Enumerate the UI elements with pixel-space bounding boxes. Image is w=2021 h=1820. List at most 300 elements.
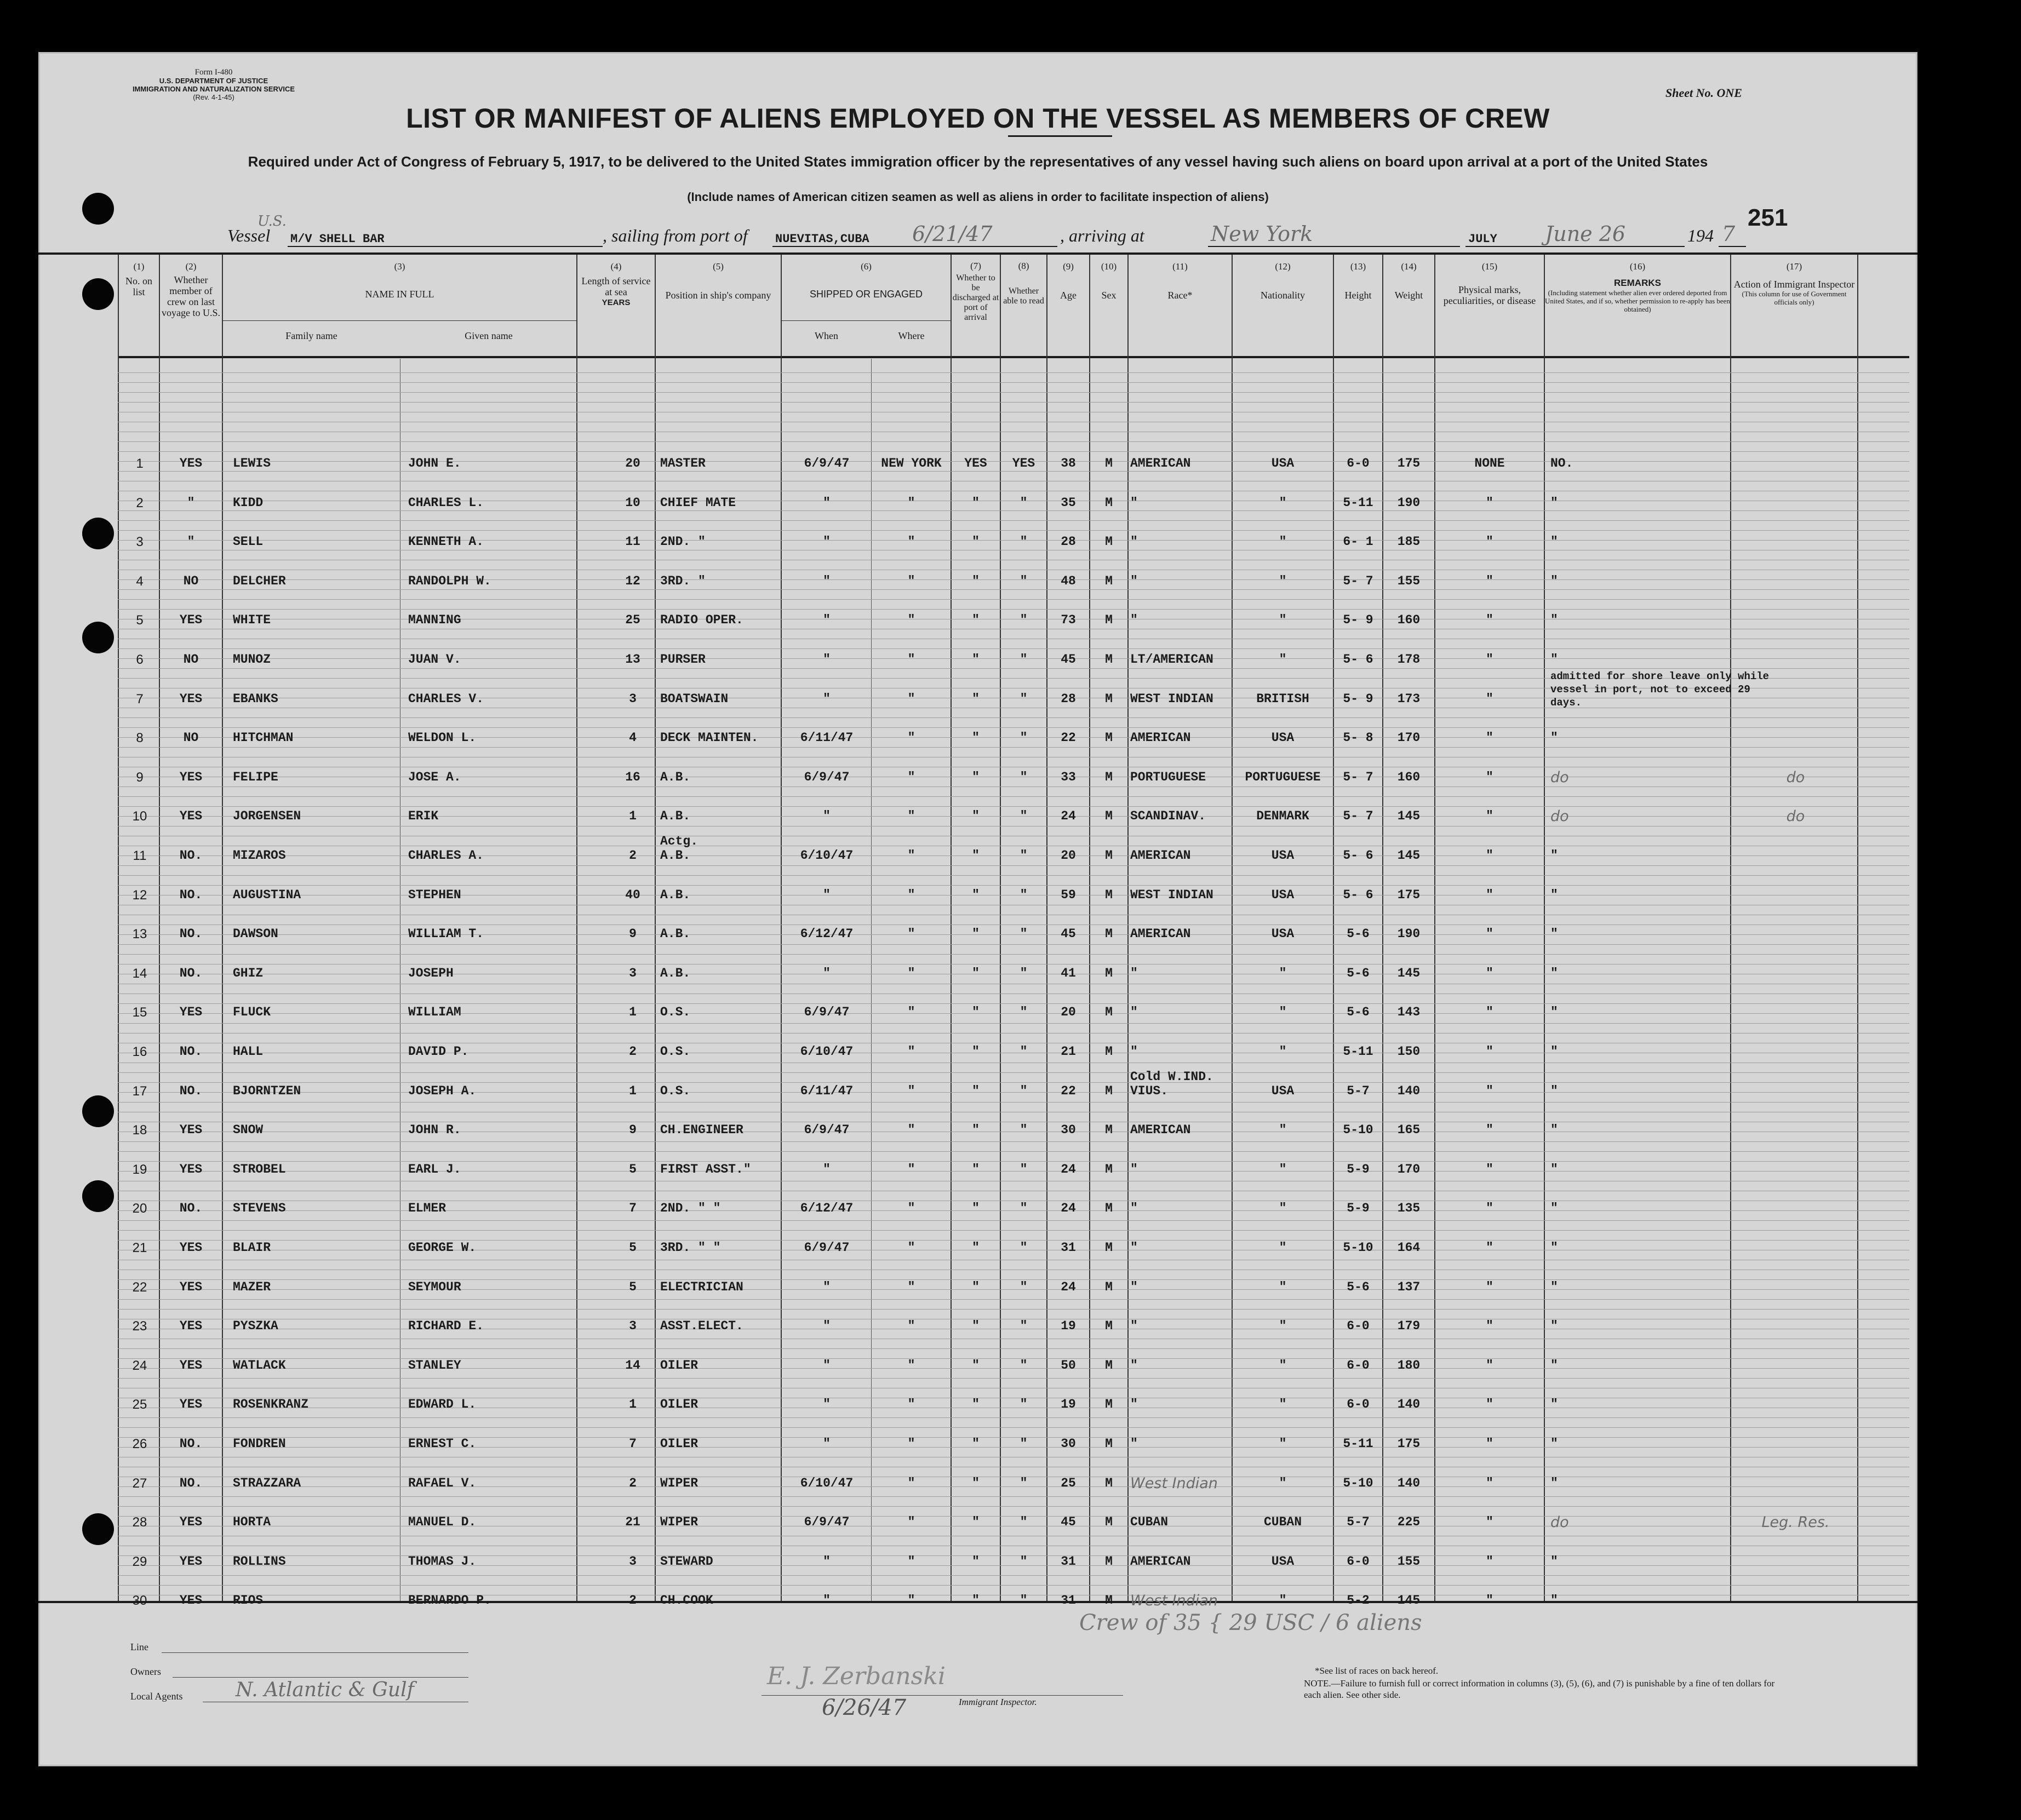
position-cell: 2ND. " [660,535,706,549]
age-cell: 25 [1061,1475,1076,1490]
ruled-line [118,382,1909,383]
weight-cell: 175 [1397,1437,1421,1451]
age-cell: 22 [1061,731,1076,745]
age-cell: 28 [1061,535,1076,549]
shipped-where-cell: " [907,1005,915,1020]
discharged-cell: " [972,887,980,902]
nationality-cell: " [1279,1005,1287,1020]
remarks-cell: NO. [1550,456,1573,470]
arrival-month: JULY [1468,232,1497,246]
physical-marks-cell: " [1486,613,1493,628]
family-name-cell: BJORNTZEN [233,1083,301,1098]
sex-cell: M [1105,1083,1113,1098]
department: U.S. DEPARTMENT OF JUSTICE [159,77,268,85]
last-voyage-cell: NO. [179,848,203,863]
form-revision: (Rev. 4-1-45) [193,93,234,101]
height-cell: 5-10 [1343,1123,1373,1138]
arrival-year: 194 [1687,226,1714,245]
physical-marks-cell: " [1486,573,1493,588]
years-service-cell: 4 [629,731,637,745]
physical-marks-cell: NONE [1474,456,1505,470]
shipped-where-cell: " [907,1437,915,1451]
last-voyage-cell: NO. [179,927,203,941]
discharged-cell: " [972,1279,980,1294]
given-name-cell: CHARLES A. [408,848,484,863]
row-number-cell: 9 [136,770,144,785]
race-cell: WEST INDIAN [1130,887,1213,902]
position-cell: A.B. [660,809,691,824]
given-name-cell: CHARLES V. [408,691,484,706]
years-service-cell: 5 [629,1279,637,1294]
shipped-where-cell: " [907,1162,915,1176]
race-cell: Cold W.IND. VIUS. [1130,1069,1213,1098]
able-to-read-cell: " [1020,809,1028,824]
row-number-cell: 7 [136,691,144,707]
table-row [38,1426,1917,1464]
owners-label: Owners [130,1666,161,1677]
arriving-label: , arriving at [1060,226,1144,245]
sex-cell: M [1105,1162,1113,1176]
weight-cell: 190 [1397,495,1421,510]
given-name-cell: JOSE A. [408,770,461,784]
header-given-name: Given name [465,330,513,341]
discharged-cell: " [972,1083,980,1098]
discharged-cell: " [972,927,980,941]
nationality-cell: " [1279,1201,1287,1216]
inspector-action-cell: do [1786,768,1805,786]
shipped-where-cell: " [907,1083,915,1098]
row-number-cell: 26 [132,1437,147,1451]
ruled-line [118,372,1909,373]
age-cell: 24 [1061,809,1076,824]
position-cell: OILER [660,1358,699,1373]
able-to-read-cell: " [1020,731,1028,745]
sail-date: 6/21/47 [912,222,993,246]
given-name-cell: GEORGE W. [408,1241,477,1255]
weight-cell: 145 [1397,809,1421,824]
weight-cell: 178 [1397,652,1421,667]
shipped-where-cell: " [907,1475,915,1490]
physical-marks-cell: " [1486,1397,1493,1412]
position-cell: STEWARD [660,1554,713,1569]
weight-cell: 145 [1397,966,1421,980]
shipped-when-cell: " [823,1319,831,1334]
header-shipped-when: When [815,330,838,341]
nationality-cell: BRITISH [1256,691,1309,706]
weight-cell: 140 [1397,1475,1421,1490]
years-service-cell: 14 [625,1358,640,1373]
last-voyage-cell: " [187,495,195,510]
weight-cell: 190 [1397,927,1421,941]
sex-cell: M [1105,1515,1113,1530]
last-voyage-cell: NO. [179,1437,203,1451]
remarks-cell: " [1550,1358,1558,1373]
remarks-cell: " [1550,1319,1558,1334]
remarks-cell: " [1550,1123,1558,1138]
shipped-when-cell: " [823,809,831,824]
given-name-cell: JOHN R. [408,1123,461,1138]
remarks-cell: " [1550,495,1558,510]
able-to-read-cell: " [1020,1083,1028,1098]
table-row [38,1308,1917,1346]
shipped-when-cell: 6/11/47 [800,731,854,745]
race-cell: " [1130,1319,1138,1334]
header-bottom-rule [118,356,1909,358]
table-row [38,955,1917,994]
race-cell: LT/AMERICAN [1130,652,1213,667]
remarks-cell: " [1550,927,1558,941]
last-voyage-cell: YES [179,809,203,824]
given-name-cell: MANNING [408,613,461,628]
weight-cell: 145 [1397,848,1421,863]
signature-date: 6/26/47 [822,1695,907,1720]
table-row [38,1069,1917,1111]
able-to-read-cell: " [1020,652,1028,667]
nationality-cell: USA [1271,731,1295,745]
physical-marks-cell: " [1486,966,1493,980]
weight-cell: 165 [1397,1123,1421,1138]
blank-line [1465,246,1685,247]
nationality-cell: " [1279,1162,1287,1176]
given-name-cell: CHARLES L. [408,495,484,510]
family-name-cell: AUGUSTINA [233,887,301,902]
race-cell: CUBAN [1130,1515,1169,1530]
table-row [38,1543,1917,1582]
race-cell: " [1130,1279,1138,1294]
sex-cell: M [1105,731,1113,745]
nationality-cell: " [1279,613,1287,628]
age-cell: 24 [1061,1162,1076,1176]
family-name-cell: HITCHMAN [233,731,294,745]
height-cell: 5- 9 [1343,613,1373,628]
weight-cell: 160 [1397,613,1421,628]
weight-cell: 173 [1397,691,1421,706]
shipped-when-cell: " [823,495,831,510]
table-row [38,602,1917,640]
shipped-when-cell: 6/10/47 [800,1475,854,1490]
shipped-when-cell: 6/9/47 [804,1123,850,1138]
weight-cell: 225 [1397,1515,1421,1530]
table-row [38,1230,1917,1268]
sex-cell: M [1105,809,1113,824]
physical-marks-cell: " [1486,652,1493,667]
race-cell: " [1130,1358,1138,1373]
last-voyage-cell: YES [179,770,203,784]
race-cell: " [1130,1241,1138,1255]
table-row [38,1112,1917,1150]
age-cell: 28 [1061,691,1076,706]
height-cell: 5- 6 [1343,887,1373,902]
agents-label: Local Agents [130,1691,183,1702]
years-service-cell: 7 [629,1201,637,1216]
race-cell: " [1130,1005,1138,1020]
row-number-cell: 11 [133,848,147,863]
table-row [38,834,1917,876]
age-cell: 38 [1061,456,1076,470]
sex-cell: M [1105,1358,1113,1373]
age-cell: 59 [1061,887,1076,902]
physical-marks-cell: " [1486,1241,1493,1255]
sex-cell: M [1105,887,1113,902]
physical-marks-cell: " [1486,1123,1493,1138]
shipped-where-cell: " [907,1593,915,1608]
nationality-cell: USA [1271,848,1295,863]
years-service-cell: 11 [625,535,640,549]
discharged-cell: " [972,1358,980,1373]
sex-cell: M [1105,495,1113,510]
race-cell: AMERICAN [1130,1554,1191,1569]
shipped-where-cell: " [907,1358,915,1373]
row-number-cell: 5 [136,613,144,628]
weight-cell: 135 [1397,1201,1421,1216]
position-cell: CH.ENGINEER [660,1123,743,1138]
row-number-cell: 21 [132,1241,147,1255]
table-row [38,877,1917,915]
table-row [38,1582,1917,1621]
nationality-cell: " [1279,966,1287,980]
years-service-cell: 2 [629,848,637,863]
table-row [38,1386,1917,1425]
race-cell: " [1130,1162,1138,1176]
family-name-cell: MUNOZ [233,652,271,667]
weight-cell: 155 [1397,1554,1421,1569]
position-cell: 3RD. " " [660,1241,721,1255]
family-name-cell: LEWIS [233,456,271,470]
family-name-cell: MIZAROS [233,848,286,863]
nationality-cell: " [1279,495,1287,510]
shipped-when-cell: " [823,887,831,902]
shipped-when-cell: 6/12/47 [800,927,854,941]
shipped-when-cell: " [823,573,831,588]
row-number-cell: 27 [132,1475,147,1491]
race-cell: PORTUGUESE [1130,770,1206,784]
family-name-cell: MAZER [233,1279,271,1294]
row-number-cell: 19 [132,1162,147,1177]
physical-marks-cell: " [1486,1593,1493,1608]
header-height: (13) Height [1344,261,1372,301]
header-remarks: (16) REMARKS (Including statement whether alien ever ordered deported from United States, and if so, whether permission to re-apply has been obtained) [1545,261,1730,313]
weight-cell: 137 [1397,1279,1421,1294]
discharged-cell: " [972,1241,980,1255]
able-to-read-cell: " [1020,1162,1028,1176]
service-name: IMMIGRATION AND NATURALIZATION SERVICE [132,85,295,93]
age-cell: 50 [1061,1358,1076,1373]
race-cell: AMERICAN [1130,731,1191,745]
sheet-number: Sheet No. ONE [1665,86,1742,100]
shipped-where-cell: " [907,848,915,863]
remarks-cell: " [1550,535,1558,549]
remarks-cell: " [1550,573,1558,588]
able-to-read-cell: " [1020,1201,1028,1216]
remarks-cell: " [1550,1005,1558,1020]
sex-cell: M [1105,613,1113,628]
given-name-cell: EDWARD L. [408,1397,477,1412]
table-top-rule [38,252,1917,255]
family-name-cell: JORGENSEN [233,809,301,824]
given-name-cell: JOSEPH [408,966,454,980]
arrival-year-digit: 7 [1722,222,1736,246]
able-to-read-cell: " [1020,613,1028,628]
given-name-cell: STANLEY [408,1358,461,1373]
years-service-cell: 16 [625,770,640,784]
table-row [38,524,1917,562]
nationality-cell: " [1279,573,1287,588]
age-cell: 45 [1061,1515,1076,1530]
last-voyage-cell: YES [179,1554,203,1569]
shipped-when-cell: 6/9/47 [804,1005,850,1020]
position-cell: WIPER [660,1475,699,1490]
shipped-when-cell: " [823,1593,831,1608]
age-cell: 31 [1061,1593,1076,1608]
inspector-action-cell: Leg. Res. [1761,1514,1830,1531]
years-service-cell: 1 [629,809,637,824]
physical-marks-cell: " [1486,1044,1493,1059]
years-service-cell: 40 [625,887,640,902]
position-cell: A.B. [660,887,691,902]
form-number: Form I-480 [194,68,233,77]
shipped-where-cell: " [907,731,915,745]
years-service-cell: 2 [629,1593,637,1608]
nationality-cell: " [1279,1279,1287,1294]
last-voyage-cell: YES [179,456,203,470]
arrival-date: June 26 [1545,222,1626,246]
able-to-read-cell: " [1020,1554,1028,1569]
nationality-cell: " [1279,1123,1287,1138]
manifest-page [38,52,1917,1766]
position-cell: Actg. A.B. [660,834,699,863]
row-number-cell: 3 [136,535,144,550]
arrival-port: New York [1211,222,1313,246]
inspector-action-cell: do [1786,808,1805,825]
race-cell: " [1130,1397,1138,1412]
family-name-cell: HALL [233,1044,264,1059]
discharged-cell: " [972,1475,980,1490]
row-number-cell: 13 [132,927,147,942]
able-to-read-cell: " [1020,1437,1028,1451]
table-row [38,485,1917,523]
height-cell: 5- 7 [1343,809,1373,824]
nationality-cell: " [1279,652,1287,667]
last-voyage-cell: NO. [179,1044,203,1059]
family-name-cell: STRAZZARA [233,1475,301,1490]
blank-line [1719,246,1746,247]
shipped-when-cell: 6/12/47 [800,1201,854,1216]
remarks-cell: admitted for shore leave only while vessel in port, not to exceed 29 days. [1550,670,1770,709]
nationality-cell: " [1279,1358,1287,1373]
row-number-cell: 12 [132,887,147,903]
age-cell: 45 [1061,652,1076,667]
height-cell: 5- 6 [1343,848,1373,863]
physical-marks-cell: " [1486,1279,1493,1294]
shipped-where-cell: " [907,573,915,588]
shipped-when-cell: 6/9/47 [804,770,850,784]
physical-marks-cell: " [1486,691,1493,706]
years-service-cell: 20 [625,456,640,470]
table-row [38,1034,1917,1072]
remarks-cell: " [1550,887,1558,902]
shipped-when-cell: 6/9/47 [804,1241,850,1255]
height-cell: 5-6 [1347,966,1370,980]
table-row [38,670,1917,719]
discharged-cell: " [972,652,980,667]
nationality-cell: " [1279,1437,1287,1451]
last-voyage-cell: YES [179,1279,203,1294]
discharged-cell: " [972,1201,980,1216]
shipped-when-cell: " [823,1554,831,1569]
family-name-cell: GHIZ [233,966,264,980]
able-to-read-cell: " [1020,1123,1028,1138]
position-cell: O.S. [660,1005,691,1020]
row-number-cell: 10 [132,809,147,824]
able-to-read-cell: " [1020,573,1028,588]
discharged-cell: " [972,1554,980,1569]
weight-cell: 164 [1397,1241,1421,1255]
race-cell: AMERICAN [1130,927,1191,941]
family-name-cell: PYSZKA [233,1319,278,1334]
remarks-cell: " [1550,1083,1558,1098]
table-row [38,994,1917,1032]
inspector-signature: E. J. Zerbanski [767,1662,946,1690]
title-underline [1008,135,1112,137]
remarks-cell: " [1550,652,1558,667]
able-to-read-cell: " [1020,848,1028,863]
family-name-cell: STEVENS [233,1201,286,1216]
race-cell: AMERICAN [1130,848,1191,863]
row-number-cell: 6 [136,652,144,667]
given-name-cell: MANUEL D. [408,1515,477,1530]
sex-cell: M [1105,691,1113,706]
race-cell: " [1130,1044,1138,1059]
remarks-cell: " [1550,1593,1558,1608]
table-row [38,798,1917,836]
remarks-cell: do [1550,1514,1569,1531]
shipped-where-cell: " [907,1279,915,1294]
shipped-where-cell: " [907,809,915,824]
height-cell: 6-0 [1347,1554,1370,1569]
position-cell: ASST.ELECT. [660,1319,743,1334]
sex-cell: M [1105,770,1113,784]
remarks-cell: " [1550,1437,1558,1451]
physical-marks-cell: " [1486,1554,1493,1569]
shipped-when-cell: 6/10/47 [800,848,854,863]
years-service-cell: 2 [629,1475,637,1490]
physical-marks-cell: " [1486,927,1493,941]
given-name-cell: WILLIAM T. [408,927,484,941]
age-cell: 19 [1061,1397,1076,1412]
header-shipped-where: Where [898,330,925,341]
weight-cell: 145 [1397,1593,1421,1608]
race-cell: " [1130,1437,1138,1451]
ruled-line [118,392,1909,393]
shipped-where-cell: " [907,652,915,667]
header-physical-marks: (15) Physical marks, peculiarities, or disease [1443,261,1536,306]
shipped-where-cell: " [907,1123,915,1138]
years-service-cell: 2 [629,1044,637,1059]
discharged-cell: " [972,1162,980,1176]
sex-cell: M [1105,456,1113,470]
shipped-when-cell: " [823,652,831,667]
last-voyage-cell: NO [183,731,199,745]
family-name-cell: WHITE [233,613,271,628]
race-cell: SCANDINAV. [1130,809,1206,824]
vessel-label: Vessel [227,226,271,245]
discharged-cell: " [972,1593,980,1608]
races-note: *See list of races on back hereof. [1315,1666,1439,1676]
discharged-cell: " [972,731,980,745]
weight-cell: 140 [1397,1397,1421,1412]
last-voyage-cell: NO [183,573,199,588]
age-cell: 21 [1061,1044,1076,1059]
